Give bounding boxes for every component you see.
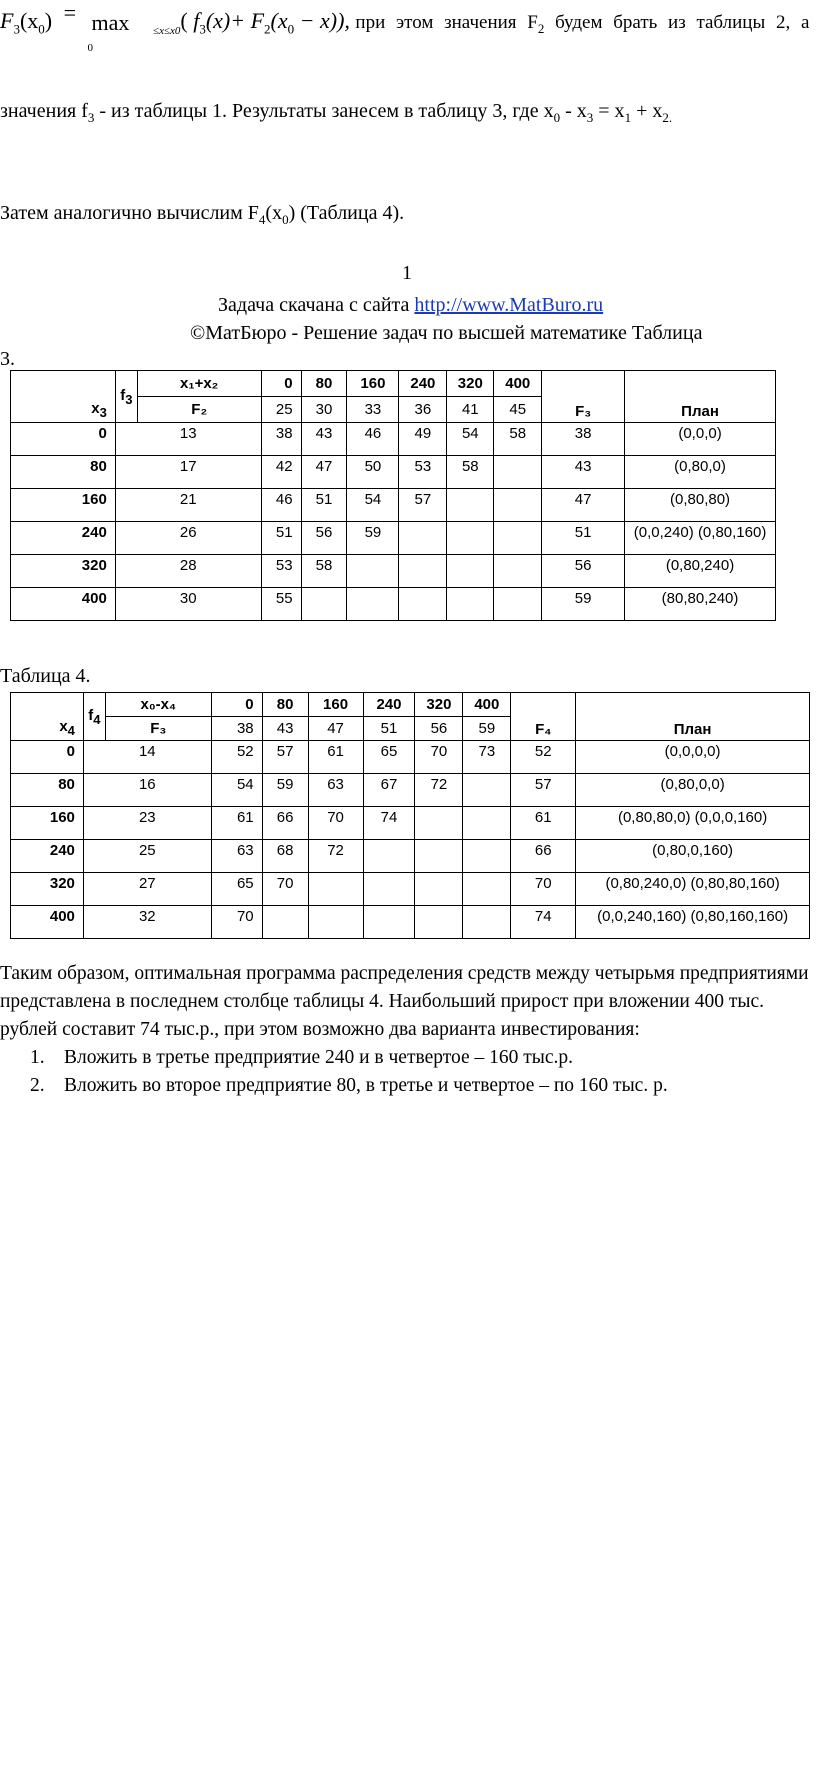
table4-F-value: 59 [463, 717, 511, 741]
table4-sum-value: 320 [415, 693, 463, 717]
row-cell-value: 74 [363, 807, 415, 840]
row-x-value: 80 [11, 456, 116, 489]
table-row [11, 489, 776, 522]
row-cell-value [463, 774, 511, 807]
table-row [11, 774, 810, 807]
row-cell-value: 59 [262, 774, 308, 807]
row-cell-value: 72 [308, 840, 363, 873]
table4-sum-value: 400 [463, 693, 511, 717]
row-f-value: 27 [83, 873, 211, 906]
list-item: 2. Вложить во второе предприятие 80, в третье и четвертое – по 160 тыс. р. [30, 1075, 668, 1096]
table-row [11, 522, 776, 555]
row-f-value: 16 [83, 774, 211, 807]
row-cell-value [494, 555, 542, 588]
row-f-value: 26 [115, 522, 261, 555]
row-result-value: 66 [511, 840, 576, 873]
row-cell-value [494, 522, 542, 555]
row-cell-value: 52 [211, 741, 262, 774]
table4-sum-value: 80 [262, 693, 308, 717]
table3-body [11, 423, 776, 621]
row-cell-value: 61 [211, 807, 262, 840]
table3 [10, 370, 776, 621]
row-cell-value [447, 588, 494, 621]
row-cell-value [415, 873, 463, 906]
table4-sum-label: x₀-x₄ [105, 693, 211, 717]
table4-plan-label: План [576, 693, 810, 741]
table3-F-value: 36 [399, 397, 447, 423]
row-plan-value: (0,80,240,0) (0,80,80,160) [576, 873, 810, 906]
table4 [10, 692, 810, 939]
table3-F-value: 41 [447, 397, 494, 423]
row-cell-value: 57 [262, 741, 308, 774]
row-cell-value: 54 [447, 423, 494, 456]
row-cell-value [494, 456, 542, 489]
row-plan-value: (0,80,240) [625, 555, 776, 588]
table4-sum-value: 0 [211, 693, 262, 717]
table3-F-value: 45 [494, 397, 542, 423]
row-cell-value [463, 906, 511, 939]
formula-line: $F_3(x_0)$ = max 0 $_{\le x\le x0}$( $f_3(x)+ F_2(x_0 - x)$), при этом значения $F_2$ будем брать из таблицы 2, а [0, 0, 810, 54]
table-row [11, 456, 776, 489]
row-result-value: 74 [511, 906, 576, 939]
row-cell-value: 47 [301, 456, 347, 489]
table3-result-label: F₃ [542, 371, 625, 423]
row-result-value: 47 [542, 489, 625, 522]
row-x-value: 160 [11, 807, 84, 840]
table3-x-label: $x_3$ [11, 371, 116, 423]
row-cell-value [463, 807, 511, 840]
source-line: Задача скачана с сайта http://www.MatBuro.ru [218, 294, 604, 316]
table3-sum-value: 0 [261, 371, 301, 397]
table3-F-value: 30 [301, 397, 347, 423]
row-f-value: 17 [115, 456, 261, 489]
row-plan-value: (0,80,80) [625, 489, 776, 522]
row-cell-value: 56 [301, 522, 347, 555]
row-result-value: 52 [511, 741, 576, 774]
text-line-2: значения $f_3$ - из таблицы 1. Результаты занесем в таблицу 3, где $x_0 - x_3 = x_1 + x_{2.}$ [0, 100, 673, 125]
row-cell-value: 65 [211, 873, 262, 906]
row-cell-value [363, 840, 415, 873]
row-cell-value [415, 906, 463, 939]
row-f-value: 21 [115, 489, 261, 522]
table3-F-value: 33 [347, 397, 399, 423]
row-plan-value: (0,80,0,0) [576, 774, 810, 807]
table-row [11, 741, 810, 774]
row-cell-value: 51 [301, 489, 347, 522]
table4-sum-value: 240 [363, 693, 415, 717]
table4-body [11, 741, 810, 939]
row-f-value: 13 [115, 423, 261, 456]
table4-F-value: 56 [415, 717, 463, 741]
row-x-value: 400 [11, 906, 84, 939]
row-cell-value: 50 [347, 456, 399, 489]
row-cell-value: 53 [261, 555, 301, 588]
row-result-value: 57 [511, 774, 576, 807]
row-x-value: 80 [11, 774, 84, 807]
row-plan-value: (0,0,0,0) [576, 741, 810, 774]
row-cell-value: 53 [399, 456, 447, 489]
conclusion-line-1: Таким образом, оптимальная программа распределения средств между четырьмя предприятиями [0, 963, 809, 984]
row-plan-value: (0,80,0) [625, 456, 776, 489]
row-cell-value: 70 [308, 807, 363, 840]
row-cell-value [363, 906, 415, 939]
table3-sum-value: 320 [447, 371, 494, 397]
row-cell-value [463, 840, 511, 873]
row-cell-value [415, 807, 463, 840]
row-f-value: 23 [83, 807, 211, 840]
row-cell-value: 54 [347, 489, 399, 522]
row-plan-value: (80,80,240) [625, 588, 776, 621]
row-cell-value: 66 [262, 807, 308, 840]
conclusion-line-2: представлена в последнем столбце таблицы 4. Наибольший прирост при вложении 400 тыс. [0, 991, 765, 1012]
row-cell-value: 59 [347, 522, 399, 555]
row-result-value: 51 [542, 522, 625, 555]
row-f-value: 30 [115, 588, 261, 621]
row-cell-value [308, 873, 363, 906]
row-x-value: 0 [11, 423, 116, 456]
row-result-value: 43 [542, 456, 625, 489]
page-number: 1 [402, 262, 412, 284]
table3-F-value: 25 [261, 397, 301, 423]
row-result-value: 38 [542, 423, 625, 456]
row-x-value: 320 [11, 873, 84, 906]
row-cell-value [262, 906, 308, 939]
row-f-value: 25 [83, 840, 211, 873]
row-plan-value: (0,0,240) (0,80,160) [625, 522, 776, 555]
row-cell-value: 54 [211, 774, 262, 807]
row-result-value: 56 [542, 555, 625, 588]
row-cell-value: 46 [347, 423, 399, 456]
table-row [11, 807, 810, 840]
row-cell-value: 72 [415, 774, 463, 807]
row-x-value: 400 [11, 588, 116, 621]
table4-x-label: $x_4$ [11, 693, 84, 741]
row-plan-value: (0,80,80,0) (0,0,0,160) [576, 807, 810, 840]
row-x-value: 240 [11, 522, 116, 555]
table3-sum-value: 160 [347, 371, 399, 397]
row-cell-value: 43 [301, 423, 347, 456]
row-cell-value: 51 [261, 522, 301, 555]
row-plan-value: (0,0,240,160) (0,80,160,160) [576, 906, 810, 939]
row-cell-value [463, 873, 511, 906]
row-f-value: 28 [115, 555, 261, 588]
row-plan-value: (0,0,0) [625, 423, 776, 456]
row-cell-value: 49 [399, 423, 447, 456]
row-cell-value: 65 [363, 741, 415, 774]
row-cell-value: 70 [415, 741, 463, 774]
row-cell-value: 67 [363, 774, 415, 807]
row-plan-value: (0,80,0,160) [576, 840, 810, 873]
table-row [11, 873, 810, 906]
row-cell-value: 42 [261, 456, 301, 489]
table3-F-label: F₂ [137, 397, 261, 423]
table-row [11, 840, 810, 873]
table-row [11, 588, 776, 621]
row-cell-value [399, 588, 447, 621]
table4-F-value: 43 [262, 717, 308, 741]
row-cell-value: 58 [447, 456, 494, 489]
row-cell-value: 55 [261, 588, 301, 621]
table3-plan-label: План [625, 371, 776, 423]
table3-sum-value: 400 [494, 371, 542, 397]
table4-caption: Таблица 4. [0, 665, 91, 687]
copyright-line: ©МатБюро - Решение задач по высшей математике Таблица [190, 322, 703, 344]
row-cell-value [494, 489, 542, 522]
table4-F-label: F₃ [105, 717, 211, 741]
table4-F-value: 47 [308, 717, 363, 741]
table-row [11, 423, 776, 456]
list-item: 1. Вложить в третье предприятие 240 и в четвертое – 160 тыс.р. [30, 1047, 574, 1068]
row-cell-value: 58 [301, 555, 347, 588]
table-row [11, 555, 776, 588]
row-cell-value [301, 588, 347, 621]
row-cell-value: 58 [494, 423, 542, 456]
table3-sum-label: x₁+x₂ [137, 371, 261, 397]
table4-F-value: 38 [211, 717, 262, 741]
row-cell-value [363, 873, 415, 906]
row-cell-value: 63 [211, 840, 262, 873]
row-cell-value [347, 555, 399, 588]
row-result-value: 59 [542, 588, 625, 621]
table4-F-value: 51 [363, 717, 415, 741]
row-result-value: 61 [511, 807, 576, 840]
row-x-value: 320 [11, 555, 116, 588]
row-cell-value [415, 840, 463, 873]
conclusion-line-3: рублей составит 74 тыс.р., при этом возможно два варианта инвестирования: [0, 1019, 640, 1040]
source-link[interactable]: http://www.MatBuro.ru [414, 294, 604, 316]
table4-sum-value: 160 [308, 693, 363, 717]
row-cell-value: 70 [211, 906, 262, 939]
row-x-value: 160 [11, 489, 116, 522]
table3-sum-value: 240 [399, 371, 447, 397]
table4-result-label: F₄ [511, 693, 576, 741]
row-cell-value: 70 [262, 873, 308, 906]
row-cell-value: 73 [463, 741, 511, 774]
row-cell-value [447, 489, 494, 522]
row-cell-value [447, 555, 494, 588]
row-result-value: 70 [511, 873, 576, 906]
row-f-value: 32 [83, 906, 211, 939]
row-cell-value [399, 555, 447, 588]
row-cell-value: 57 [399, 489, 447, 522]
row-cell-value [494, 588, 542, 621]
table3-caption: 3. [0, 348, 15, 370]
row-cell-value [347, 588, 399, 621]
table3-sum-value: 80 [301, 371, 347, 397]
row-cell-value: 46 [261, 489, 301, 522]
row-cell-value: 68 [262, 840, 308, 873]
row-cell-value: 63 [308, 774, 363, 807]
row-cell-value: 38 [261, 423, 301, 456]
table4-f-label: $f_4$ [83, 693, 105, 741]
table-row [11, 906, 810, 939]
row-cell-value [447, 522, 494, 555]
row-cell-value [308, 906, 363, 939]
row-cell-value [399, 522, 447, 555]
table3-f-label: $f_3$ [115, 371, 137, 423]
row-x-value: 0 [11, 741, 84, 774]
row-f-value: 14 [83, 741, 211, 774]
text-line-3: Затем аналогично вычислим $F_4(x_0)$ (Таблица 4). [0, 202, 405, 227]
row-x-value: 240 [11, 840, 84, 873]
row-cell-value: 61 [308, 741, 363, 774]
